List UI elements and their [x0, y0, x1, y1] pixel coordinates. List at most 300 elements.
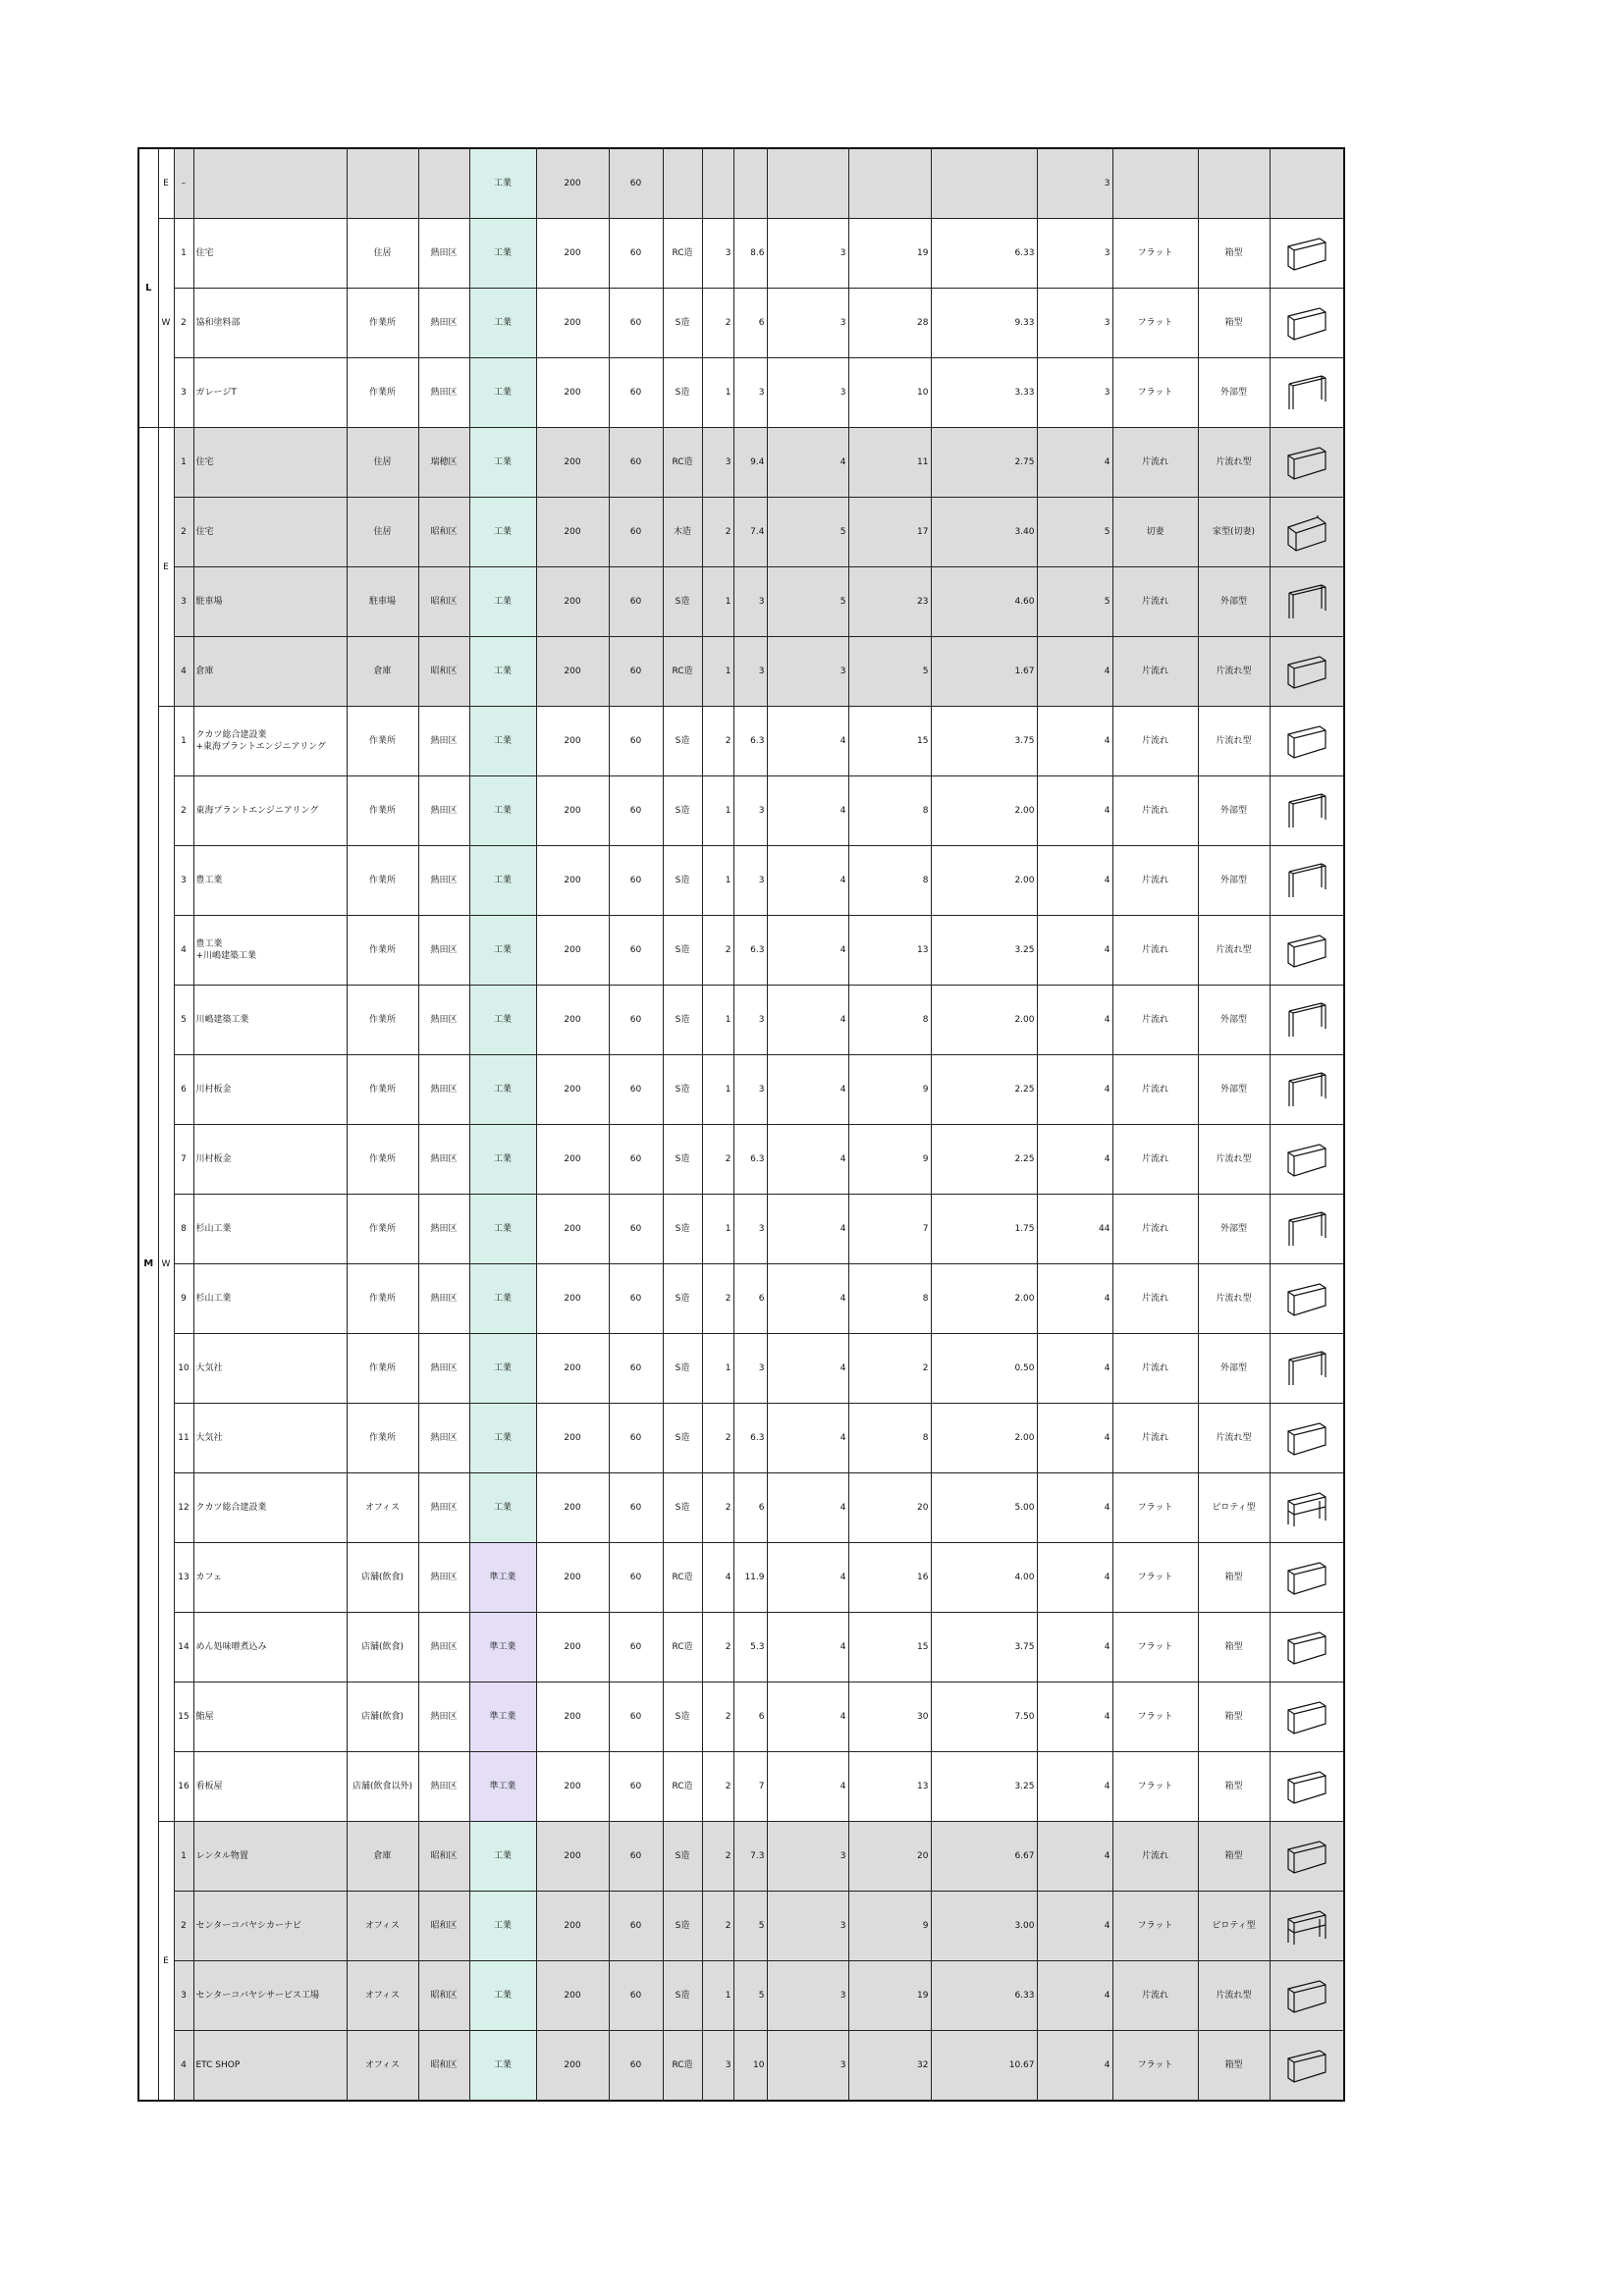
row-number-cell: 3 — [174, 846, 193, 916]
roof-type-cell: 片流れ — [1112, 1404, 1198, 1473]
value-a-cell: 4 — [767, 1195, 848, 1264]
structure-cell: S造 — [663, 1264, 702, 1334]
massing-icon-cell — [1270, 1334, 1344, 1404]
building-coverage-ratio-cell: 60 — [609, 358, 663, 428]
value-d-cell: 4 — [1037, 916, 1112, 986]
floor-count-cell: 1 — [702, 1961, 733, 2031]
survey-table — [137, 147, 1345, 2102]
value-d-cell: 4 — [1037, 1125, 1112, 1195]
ward-cell: 昭和区 — [418, 1892, 469, 1961]
box-building-icon — [1284, 1834, 1329, 1879]
value-d-cell: 5 — [1037, 498, 1112, 567]
building-coverage-ratio-cell: 60 — [609, 1543, 663, 1613]
zoning-cell: 工業 — [469, 1892, 536, 1961]
value-d-cell: 4 — [1037, 986, 1112, 1055]
value-b-cell: 15 — [848, 1613, 931, 1682]
building-height-cell: 5 — [733, 1892, 767, 1961]
form-type-cell — [1198, 148, 1270, 219]
value-a-cell: 4 — [767, 1055, 848, 1125]
table-row — [138, 1682, 1344, 1752]
structure-cell: RC造 — [663, 637, 702, 707]
ward-cell: 熱田区 — [418, 1334, 469, 1404]
building-height-cell: 3 — [733, 637, 767, 707]
floor-count-cell: 4 — [702, 1543, 733, 1613]
building-use-cell: 作業所 — [347, 1055, 418, 1125]
roof-type-cell: 片流れ — [1112, 1264, 1198, 1334]
building-name-cell: 倉庫 — [193, 637, 347, 707]
value-a-cell: 3 — [767, 1892, 848, 1961]
table-row — [138, 1961, 1344, 2031]
value-a-cell: 4 — [767, 1264, 848, 1334]
value-b-cell: 20 — [848, 1473, 931, 1543]
floor-area-ratio-cell: 200 — [536, 1264, 609, 1334]
value-a-cell: 5 — [767, 498, 848, 567]
frame-building-icon — [1284, 1067, 1329, 1112]
building-name-cell: 住宅 — [193, 219, 347, 289]
ward-cell: 瑞穂区 — [418, 428, 469, 498]
roof-type-cell: フラット — [1112, 358, 1198, 428]
structure-cell: S造 — [663, 1473, 702, 1543]
floor-area-ratio-cell: 200 — [536, 1055, 609, 1125]
value-a-cell: 3 — [767, 289, 848, 358]
frame-building-icon — [1284, 858, 1329, 903]
value-c-cell: 1.75 — [931, 1195, 1037, 1264]
form-type-cell: 片流れ型 — [1198, 637, 1270, 707]
building-name-cell: 住宅 — [193, 428, 347, 498]
massing-icon-cell — [1270, 148, 1344, 219]
floor-area-ratio-cell: 200 — [536, 2031, 609, 2102]
zoning-cell: 準工業 — [469, 1613, 536, 1682]
structure-cell: RC造 — [663, 219, 702, 289]
table-row — [138, 986, 1344, 1055]
building-name-cell: レンタル物置 — [193, 1822, 347, 1892]
form-type-cell: 外部型 — [1198, 1334, 1270, 1404]
value-a-cell: 3 — [767, 1961, 848, 2031]
building-name-cell: 豊工業 — [193, 846, 347, 916]
value-b-cell: 23 — [848, 567, 931, 637]
value-b-cell: 32 — [848, 2031, 931, 2102]
building-height-cell: 3 — [733, 358, 767, 428]
ward-cell: 昭和区 — [418, 567, 469, 637]
value-b-cell: 15 — [848, 707, 931, 776]
value-c-cell: 0.50 — [931, 1334, 1037, 1404]
floor-area-ratio-cell: 200 — [536, 1822, 609, 1892]
box-building-icon — [1284, 1276, 1329, 1321]
building-coverage-ratio-cell: 60 — [609, 1125, 663, 1195]
building-height-cell: 6.3 — [733, 1125, 767, 1195]
massing-icon-cell — [1270, 1195, 1344, 1264]
floor-area-ratio-cell: 200 — [536, 986, 609, 1055]
ward-cell: 昭和区 — [418, 2031, 469, 2102]
form-type-cell: ピロティ型 — [1198, 1473, 1270, 1543]
massing-icon-cell — [1270, 1822, 1344, 1892]
roof-type-cell: フラット — [1112, 219, 1198, 289]
roof-type-cell: フラット — [1112, 289, 1198, 358]
massing-icon-cell — [1270, 1961, 1344, 2031]
zoning-cell: 工業 — [469, 148, 536, 219]
box-building-icon — [1284, 300, 1329, 346]
building-use-cell: 店舗(飲食) — [347, 1613, 418, 1682]
structure-cell: RC造 — [663, 1613, 702, 1682]
value-c-cell: 7.50 — [931, 1682, 1037, 1752]
value-c-cell: 2.00 — [931, 776, 1037, 846]
value-d-cell: 3 — [1037, 148, 1112, 219]
piloti-building-icon — [1284, 1903, 1329, 1949]
form-type-cell: 片流れ型 — [1198, 707, 1270, 776]
building-height-cell: 7.4 — [733, 498, 767, 567]
value-b-cell: 16 — [848, 1543, 931, 1613]
building-coverage-ratio-cell: 60 — [609, 986, 663, 1055]
form-type-cell: 箱型 — [1198, 2031, 1270, 2102]
value-d-cell: 4 — [1037, 1473, 1112, 1543]
row-number-cell: 1 — [174, 219, 193, 289]
structure-cell: S造 — [663, 1404, 702, 1473]
box-building-icon — [1284, 2043, 1329, 2088]
value-d-cell: 4 — [1037, 776, 1112, 846]
form-type-cell: 片流れ型 — [1198, 1404, 1270, 1473]
structure-cell: S造 — [663, 289, 702, 358]
building-name-cell: 豊工業 +川嶋建築工業 — [193, 916, 347, 986]
building-height-cell: 6 — [733, 1264, 767, 1334]
building-height-cell: 6.3 — [733, 1404, 767, 1473]
roof-type-cell: フラット — [1112, 1543, 1198, 1613]
massing-icon-cell — [1270, 1473, 1344, 1543]
value-b-cell: 5 — [848, 637, 931, 707]
roof-type-cell: フラット — [1112, 1682, 1198, 1752]
value-c-cell: 6.33 — [931, 219, 1037, 289]
building-height-cell: 7.3 — [733, 1822, 767, 1892]
value-d-cell: 4 — [1037, 1543, 1112, 1613]
box-building-icon — [1284, 649, 1329, 694]
building-height-cell: 10 — [733, 2031, 767, 2102]
row-number-cell: 16 — [174, 1752, 193, 1822]
floor-count-cell: 1 — [702, 776, 733, 846]
value-c-cell: 3.40 — [931, 498, 1037, 567]
zoning-cell: 工業 — [469, 358, 536, 428]
building-name-cell: センターコバヤシサービス工場 — [193, 1961, 347, 2031]
zoning-cell: 工業 — [469, 1822, 536, 1892]
zoning-cell: 工業 — [469, 1195, 536, 1264]
building-use-cell: 店舗(飲食) — [347, 1682, 418, 1752]
ward-cell: 熱田区 — [418, 776, 469, 846]
building-height-cell: 3 — [733, 776, 767, 846]
group-label: L — [138, 148, 158, 428]
zoning-cell: 工業 — [469, 707, 536, 776]
structure-cell: S造 — [663, 1055, 702, 1125]
building-height-cell: 3 — [733, 1055, 767, 1125]
building-name-cell: めん処味噌煮込み — [193, 1613, 347, 1682]
row-number-cell: 2 — [174, 498, 193, 567]
structure-cell: S造 — [663, 358, 702, 428]
table-row — [138, 567, 1344, 637]
building-height-cell: 8.6 — [733, 219, 767, 289]
building-coverage-ratio-cell: 60 — [609, 707, 663, 776]
row-number-cell: 12 — [174, 1473, 193, 1543]
structure-cell: S造 — [663, 1682, 702, 1752]
value-c-cell: 4.00 — [931, 1543, 1037, 1613]
structure-cell: S造 — [663, 776, 702, 846]
massing-icon-cell — [1270, 846, 1344, 916]
structure-cell: S造 — [663, 707, 702, 776]
table-row — [138, 1404, 1344, 1473]
roof-type-cell: 片流れ — [1112, 1125, 1198, 1195]
form-type-cell: 箱型 — [1198, 1682, 1270, 1752]
value-a-cell: 3 — [767, 1822, 848, 1892]
zoning-cell: 工業 — [469, 1125, 536, 1195]
value-a-cell: 4 — [767, 1613, 848, 1682]
value-c-cell: 2.00 — [931, 986, 1037, 1055]
group-label: M — [138, 428, 158, 2102]
zoning-cell: 工業 — [469, 2031, 536, 2102]
zoning-cell: 工業 — [469, 637, 536, 707]
zoning-cell: 工業 — [469, 1404, 536, 1473]
building-coverage-ratio-cell: 60 — [609, 637, 663, 707]
floor-area-ratio-cell: 200 — [536, 1613, 609, 1682]
building-name-cell: 駐車場 — [193, 567, 347, 637]
building-name-cell: 協和塗料部 — [193, 289, 347, 358]
value-b-cell: 7 — [848, 1195, 931, 1264]
building-height-cell: 6 — [733, 1473, 767, 1543]
table-row — [138, 1473, 1344, 1543]
form-type-cell: 外部型 — [1198, 846, 1270, 916]
massing-icon-cell — [1270, 986, 1344, 1055]
value-b-cell: 9 — [848, 1125, 931, 1195]
value-d-cell: 3 — [1037, 358, 1112, 428]
value-a-cell: 5 — [767, 567, 848, 637]
ward-cell: 熱田区 — [418, 1125, 469, 1195]
ward-cell: 熱田区 — [418, 358, 469, 428]
structure-cell: 木造 — [663, 498, 702, 567]
value-a-cell: 4 — [767, 986, 848, 1055]
building-coverage-ratio-cell: 60 — [609, 148, 663, 219]
subgroup-label: E — [158, 1822, 174, 2102]
roof-type-cell: 片流れ — [1112, 1055, 1198, 1125]
value-b-cell: 9 — [848, 1892, 931, 1961]
ward-cell: 熱田区 — [418, 219, 469, 289]
value-b-cell: 8 — [848, 846, 931, 916]
value-d-cell: 4 — [1037, 1892, 1112, 1961]
value-c-cell: 6.67 — [931, 1822, 1037, 1892]
table-row — [138, 846, 1344, 916]
form-type-cell: 家型(切妻) — [1198, 498, 1270, 567]
box-building-icon — [1284, 440, 1329, 485]
floor-area-ratio-cell: 200 — [536, 1961, 609, 2031]
building-name-cell: 鮨屋 — [193, 1682, 347, 1752]
ward-cell: 熱田区 — [418, 289, 469, 358]
zoning-cell: 工業 — [469, 567, 536, 637]
row-number-cell: 2 — [174, 776, 193, 846]
massing-icon-cell — [1270, 1682, 1344, 1752]
floor-count-cell: 3 — [702, 2031, 733, 2102]
massing-icon-cell — [1270, 428, 1344, 498]
building-height-cell: 3 — [733, 1334, 767, 1404]
building-coverage-ratio-cell: 60 — [609, 1195, 663, 1264]
box-building-icon — [1284, 1555, 1329, 1600]
zoning-cell: 工業 — [469, 1961, 536, 2031]
roof-type-cell: 片流れ — [1112, 776, 1198, 846]
building-name-cell: カフェ — [193, 1543, 347, 1613]
zoning-cell: 工業 — [469, 498, 536, 567]
box-building-icon — [1284, 231, 1329, 276]
structure-cell: RC造 — [663, 428, 702, 498]
row-number-cell: 10 — [174, 1334, 193, 1404]
value-c-cell: 3.25 — [931, 1752, 1037, 1822]
massing-icon-cell — [1270, 1892, 1344, 1961]
value-b-cell: 19 — [848, 1961, 931, 2031]
table-row — [138, 1195, 1344, 1264]
row-number-cell: 15 — [174, 1682, 193, 1752]
value-c-cell: 2.00 — [931, 1264, 1037, 1334]
table-row — [138, 1055, 1344, 1125]
building-use-cell: 作業所 — [347, 289, 418, 358]
roof-type-cell: 片流れ — [1112, 1195, 1198, 1264]
value-d-cell: 3 — [1037, 289, 1112, 358]
table-row — [138, 1125, 1344, 1195]
value-d-cell: 4 — [1037, 1264, 1112, 1334]
structure-cell: RC造 — [663, 2031, 702, 2102]
roof-type-cell: フラット — [1112, 1752, 1198, 1822]
row-number-cell: 3 — [174, 1961, 193, 2031]
roof-type-cell: フラット — [1112, 1892, 1198, 1961]
floor-area-ratio-cell: 200 — [536, 428, 609, 498]
value-b-cell: 9 — [848, 1055, 931, 1125]
roof-type-cell: 切妻 — [1112, 498, 1198, 567]
massing-icon-cell — [1270, 637, 1344, 707]
building-name-cell: クカツ総合建設業 — [193, 1473, 347, 1543]
form-type-cell: 箱型 — [1198, 289, 1270, 358]
building-height-cell: 7 — [733, 1752, 767, 1822]
box-building-icon — [1284, 928, 1329, 973]
floor-area-ratio-cell: 200 — [536, 1334, 609, 1404]
table-row — [138, 1543, 1344, 1613]
building-height-cell: 6.3 — [733, 707, 767, 776]
form-type-cell: 箱型 — [1198, 1613, 1270, 1682]
building-name-cell: 杉山工業 — [193, 1264, 347, 1334]
building-name-cell: ガレージT — [193, 358, 347, 428]
building-height-cell: 3 — [733, 567, 767, 637]
table-row — [138, 1334, 1344, 1404]
table-row — [138, 358, 1344, 428]
value-a-cell: 4 — [767, 916, 848, 986]
building-height-cell — [733, 148, 767, 219]
table-row — [138, 707, 1344, 776]
value-b-cell: 8 — [848, 986, 931, 1055]
floor-area-ratio-cell: 200 — [536, 707, 609, 776]
floor-count-cell: 1 — [702, 358, 733, 428]
building-use-cell: 倉庫 — [347, 637, 418, 707]
roof-type-cell: 片流れ — [1112, 986, 1198, 1055]
ward-cell: 熱田区 — [418, 1613, 469, 1682]
value-d-cell: 3 — [1037, 219, 1112, 289]
box-building-icon — [1284, 719, 1329, 764]
massing-icon-cell — [1270, 776, 1344, 846]
roof-type-cell: 片流れ — [1112, 707, 1198, 776]
form-type-cell: 箱型 — [1198, 219, 1270, 289]
value-c-cell: 3.25 — [931, 916, 1037, 986]
value-c-cell: 3.33 — [931, 358, 1037, 428]
box-building-icon — [1284, 1973, 1329, 2018]
building-coverage-ratio-cell: 60 — [609, 428, 663, 498]
ward-cell: 熱田区 — [418, 1195, 469, 1264]
value-b-cell: 20 — [848, 1822, 931, 1892]
floor-count-cell: 2 — [702, 1404, 733, 1473]
floor-count-cell: 1 — [702, 1195, 733, 1264]
roof-type-cell: 片流れ — [1112, 916, 1198, 986]
building-use-cell: オフィス — [347, 1473, 418, 1543]
row-number-cell: 3 — [174, 567, 193, 637]
zoning-cell: 工業 — [469, 219, 536, 289]
structure-cell: S造 — [663, 1125, 702, 1195]
ward-cell — [418, 148, 469, 219]
zoning-cell: 工業 — [469, 776, 536, 846]
floor-area-ratio-cell: 200 — [536, 567, 609, 637]
building-use-cell: 作業所 — [347, 1195, 418, 1264]
zoning-cell: 工業 — [469, 289, 536, 358]
massing-icon-cell — [1270, 1613, 1344, 1682]
structure-cell: S造 — [663, 846, 702, 916]
building-height-cell: 6 — [733, 289, 767, 358]
massing-icon-cell — [1270, 219, 1344, 289]
building-name-cell: センターコバヤシカーナビ — [193, 1892, 347, 1961]
ward-cell: 昭和区 — [418, 498, 469, 567]
row-number-cell: 9 — [174, 1264, 193, 1334]
value-b-cell: 19 — [848, 219, 931, 289]
floor-count-cell: 2 — [702, 916, 733, 986]
ward-cell: 熱田区 — [418, 1404, 469, 1473]
value-b-cell: 30 — [848, 1682, 931, 1752]
floor-count-cell: 2 — [702, 1822, 733, 1892]
value-c-cell: 2.75 — [931, 428, 1037, 498]
zoning-cell: 工業 — [469, 916, 536, 986]
ward-cell: 熱田区 — [418, 986, 469, 1055]
building-coverage-ratio-cell: 60 — [609, 1961, 663, 2031]
building-name-cell: 大気社 — [193, 1334, 347, 1404]
structure-cell: S造 — [663, 1822, 702, 1892]
form-type-cell: 外部型 — [1198, 776, 1270, 846]
ward-cell: 昭和区 — [418, 1961, 469, 2031]
building-use-cell: オフィス — [347, 2031, 418, 2102]
floor-count-cell: 2 — [702, 1473, 733, 1543]
roof-type-cell: フラット — [1112, 1613, 1198, 1682]
floor-area-ratio-cell: 200 — [536, 637, 609, 707]
table-row — [138, 1822, 1344, 1892]
ward-cell: 昭和区 — [418, 637, 469, 707]
building-height-cell: 9.4 — [733, 428, 767, 498]
ward-cell: 熱田区 — [418, 1055, 469, 1125]
building-coverage-ratio-cell: 60 — [609, 1892, 663, 1961]
value-d-cell: 5 — [1037, 567, 1112, 637]
building-use-cell: オフィス — [347, 1892, 418, 1961]
row-number-cell: 14 — [174, 1613, 193, 1682]
building-use-cell: 作業所 — [347, 1404, 418, 1473]
value-a-cell: 4 — [767, 1473, 848, 1543]
subgroup-label: E — [158, 148, 174, 219]
table-row — [138, 1613, 1344, 1682]
roof-type-cell: 片流れ — [1112, 637, 1198, 707]
value-d-cell: 4 — [1037, 707, 1112, 776]
building-coverage-ratio-cell: 60 — [609, 776, 663, 846]
value-c-cell: 4.60 — [931, 567, 1037, 637]
value-c-cell: 2.00 — [931, 846, 1037, 916]
building-height-cell: 11.9 — [733, 1543, 767, 1613]
massing-icon-cell — [1270, 916, 1344, 986]
building-height-cell: 3 — [733, 846, 767, 916]
building-height-cell: 6 — [733, 1682, 767, 1752]
floor-count-cell: 1 — [702, 567, 733, 637]
form-type-cell: 片流れ型 — [1198, 428, 1270, 498]
form-type-cell: 外部型 — [1198, 1195, 1270, 1264]
building-coverage-ratio-cell: 60 — [609, 1682, 663, 1752]
